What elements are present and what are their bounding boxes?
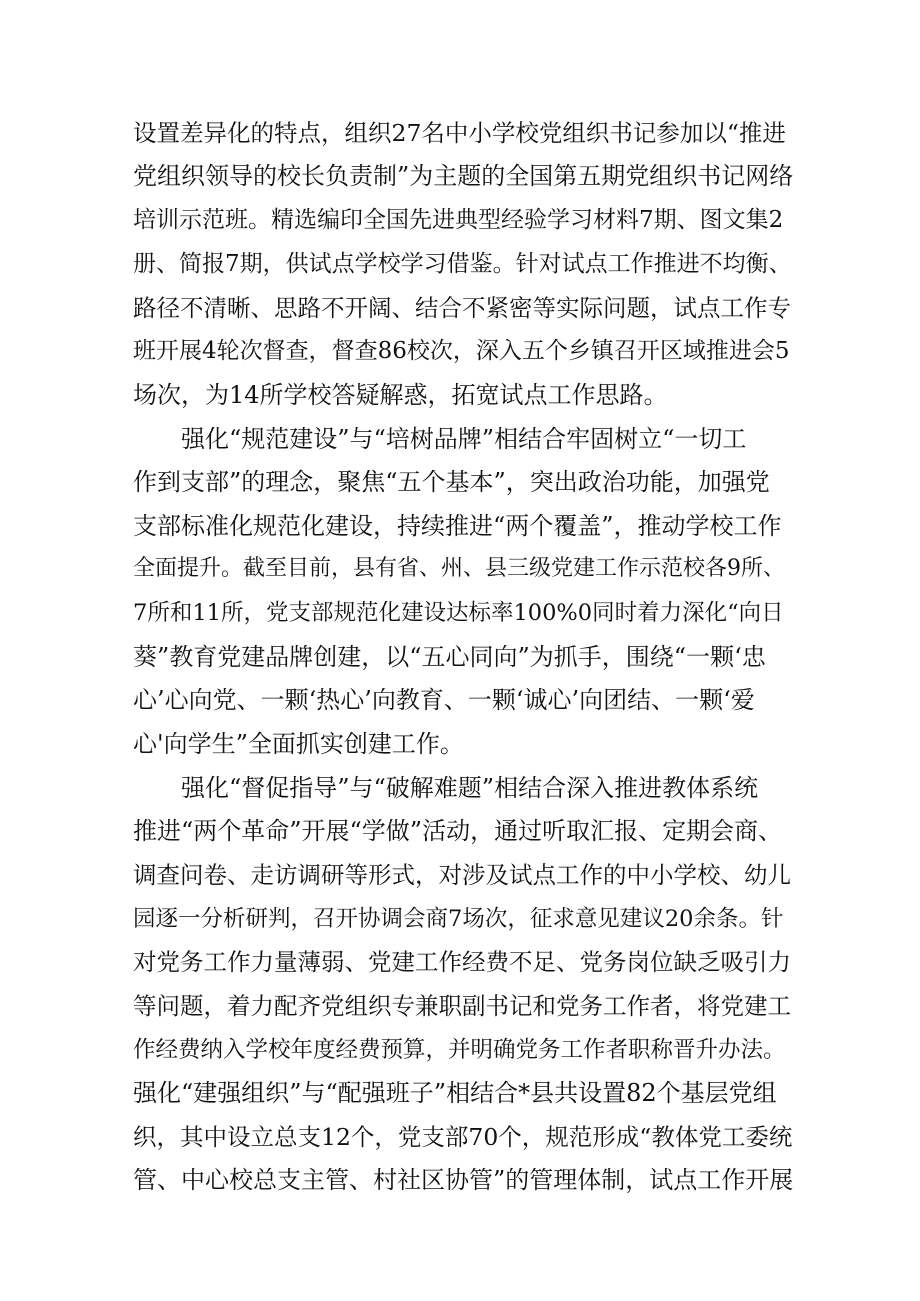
text-line: 作到支部”的理念，聚焦“五个基本”，突出政治功能，加强党 [133, 468, 770, 496]
paragraph-start-line: 强化“建强组织”与“配强班子”相结合*县共设置82个基层党组 [133, 1079, 777, 1107]
text-line: 培训示范班。精选编印全国先进典型经验学习材料7期、图文集2 [133, 207, 784, 233]
text-line: 场次，为14所学校答疑解惑，拓宽试点工作思路。 [133, 381, 668, 409]
text-line: 管、中心校总支主管、村社区协管”的管理体制，试点工作开展 [133, 1166, 794, 1194]
text-line: 心'向学生”全面抓实创建工作。 [133, 730, 464, 758]
text-line: 对党务工作力量薄弱、党建工作经费不足、党务岗位缺乏吸引力 [133, 948, 791, 976]
text-line: 葵”教育党建品牌创建，以“五心同向”为抓手，围绕“一颗‘忠 [133, 643, 766, 671]
text-line: 全面提升。截至目前，县有省、州、县三级党建工作示范校各9所、 [133, 556, 785, 581]
paragraph-start-line: 强化“规范建设”与“培树品牌”相结合牢固树立“一切工 [181, 425, 747, 453]
text-line: 调查问卷、走访调研等形式，对涉及试点工作的中小学校、幼儿 [133, 861, 791, 889]
text-line: 织，其中设立总支12个，党支部70个，规范形成“教体党工委统 [133, 1123, 793, 1151]
text-line: 园逐一分析研判，召开协调会商7场次，征求意见建议20余条。针 [133, 906, 784, 932]
text-line: 等问题，着力配齐党组织专兼职副书记和党务工作者，将党建工 [133, 992, 791, 1020]
text-line: 册、简报7期，供试点学校学习借鉴。针对试点工作推进不均衡、 [133, 251, 792, 277]
text-line: 作经费纳入学校年度经费预算，并明确党务工作者职称晋升办法。 [133, 1037, 786, 1063]
text-line: 推进“两个革命”开展“学做”活动，通过听取汇报、定期会商、 [133, 817, 783, 845]
text-line: 7所和11所，党支部规范化建设达标率100%0同时着力深化“向日 [133, 600, 784, 626]
text-line: 党组织领导的校长负责制”为主题的全国第五期党组织书记网络 [133, 162, 794, 190]
text-line: 支部标准化规范化建设，持续推进“两个覆盖”，推动学校工作 [133, 512, 782, 540]
paragraph-start-line: 强化“督促指导”与“破解难题”相结合深入推进教体系统 [181, 774, 759, 802]
text-line: 班开展4轮次督查，督查86校次，深入五个乡镇召开区域推进会5 [133, 338, 790, 364]
text-line: 心’心向党、一颗‘热心’向教育、一颗‘诚心’向团结、一颗‘爱 [133, 686, 755, 714]
text-line: 路径不清晰、思路不开阔、结合不紧密等实际问题，试点工作专 [133, 294, 791, 322]
text-line: 设置差异化的特点，组织27名中小学校党组织书记参加以“推进 [133, 119, 786, 147]
